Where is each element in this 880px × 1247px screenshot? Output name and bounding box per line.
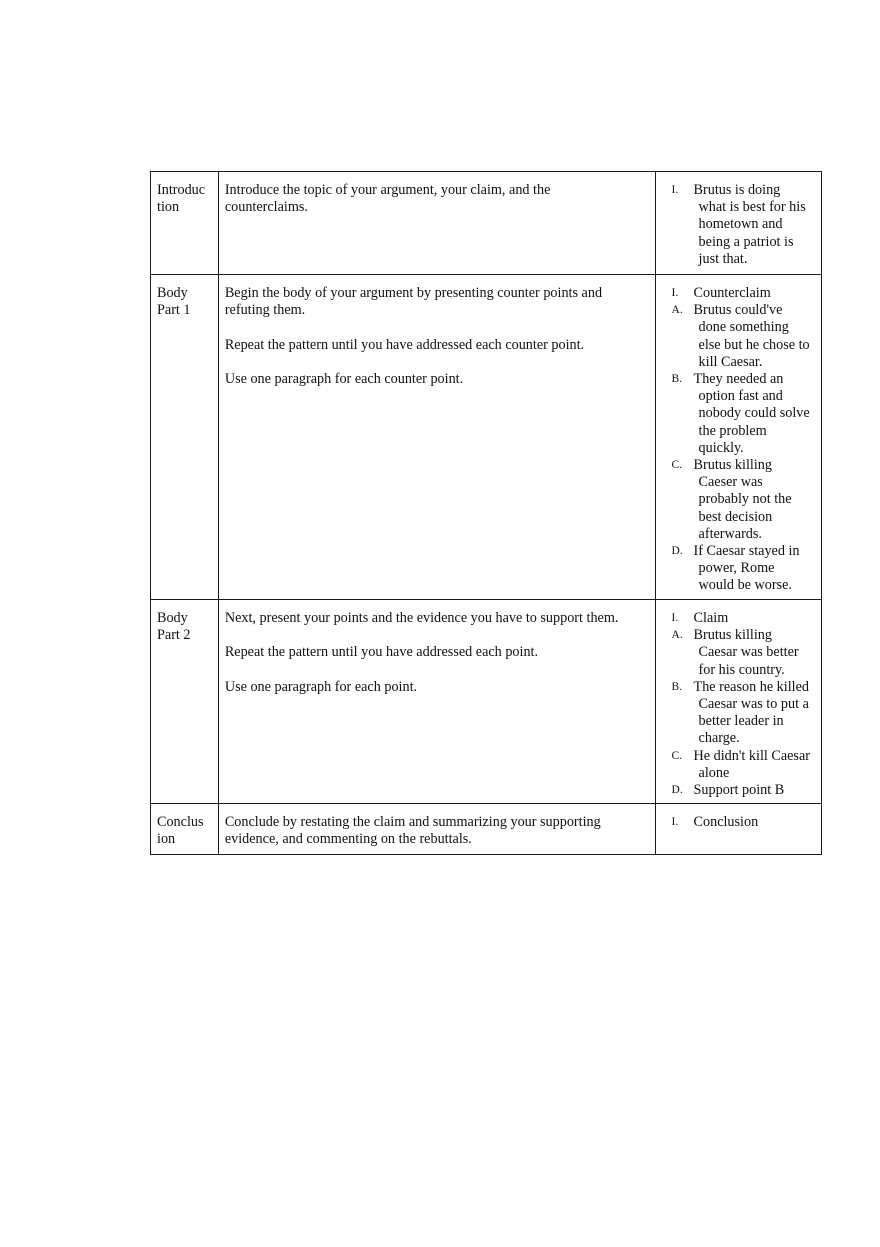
outline-item xyxy=(672,182,811,268)
outline-notes-cell xyxy=(655,804,821,855)
outline-list xyxy=(662,182,815,268)
instruction-paragraph: Introduce the topic of your argument, your claim, and the counterclaims. xyxy=(224,182,551,216)
outline-text: They needed an option fast and nobody could solve the problem quickly. xyxy=(693,371,810,456)
section-label: Body Part 2 xyxy=(157,610,191,644)
outline-item xyxy=(672,782,811,799)
instruction-paragraph: Use one paragraph for each counter point. xyxy=(224,370,464,387)
outline-marker: I. xyxy=(671,816,679,829)
outline-list xyxy=(662,610,815,799)
outline-list xyxy=(662,814,815,831)
outline-marker: I. xyxy=(671,287,679,299)
section-cell xyxy=(151,600,219,804)
instructions-cell xyxy=(218,600,655,804)
instruction-paragraph: Begin the body of your argument by presenting counter points and refuting them. xyxy=(224,285,603,319)
outline-text: Conclusion xyxy=(693,814,759,831)
section-cell xyxy=(151,804,219,855)
section-label: Body Part 1 xyxy=(157,285,191,319)
instructions-cell xyxy=(218,275,655,600)
instruction-paragraph: Repeat the pattern until you have addressed each point. xyxy=(224,644,539,661)
section-label: Introduc tion xyxy=(157,182,206,216)
outline-marker: B. xyxy=(671,373,683,386)
outline-marker: I. xyxy=(671,612,679,624)
outline-marker: C. xyxy=(671,749,683,762)
outline-table-body xyxy=(151,172,822,855)
outline-row-body-part-1 xyxy=(151,275,822,600)
outline-row-introduction xyxy=(151,172,822,275)
outline-marker: D. xyxy=(671,784,683,797)
outline-item xyxy=(672,543,811,595)
outline-marker: A. xyxy=(671,304,683,317)
outline-text: Claim xyxy=(693,610,729,626)
outline-notes-cell xyxy=(655,172,821,275)
outline-item xyxy=(672,679,811,748)
outline-item xyxy=(672,302,811,371)
instruction-paragraph: Repeat the pattern until you have addressed each counter point. xyxy=(224,336,585,353)
instruction-paragraph: Use one paragraph for each point. xyxy=(224,678,418,695)
outline-text: The reason he killed Caesar was to put a better leader in charge. xyxy=(693,678,809,747)
outline-marker: I. xyxy=(671,184,679,196)
instructions-cell xyxy=(218,804,655,855)
outline-notes-cell xyxy=(655,600,821,804)
outline-text: If Caesar stayed in power, Rome would be worse. xyxy=(693,543,800,594)
outline-text: Brutus is doing what is best for his hometown and being a patriot is just that. xyxy=(693,182,806,267)
section-cell xyxy=(151,275,219,600)
outline-notes-cell xyxy=(655,275,821,600)
outline-text: He didn't kill Caesar alone xyxy=(693,747,810,781)
outline-item xyxy=(672,748,811,782)
outline-text: Brutus could've done something else but he chose to kill Caesar. xyxy=(693,302,810,370)
outline-item xyxy=(672,371,811,457)
outline-marker: B. xyxy=(671,680,683,693)
outline-item xyxy=(672,610,811,627)
outline-text: Brutus killing Caesar was better for his country. xyxy=(693,627,799,678)
section-label: Conclus ion xyxy=(157,814,204,848)
outline-list xyxy=(662,285,815,595)
outline-row-body-part-2 xyxy=(151,600,822,804)
outline-text: Support point B xyxy=(693,782,785,799)
section-cell xyxy=(151,172,219,275)
outline-text: Counterclaim xyxy=(693,285,771,301)
outline-item xyxy=(672,627,811,679)
instruction-paragraph: Conclude by restating the claim and summarizing your supporting evidence, and commenting on the rebuttals. xyxy=(224,814,601,848)
outline-text: Brutus killing Caeser was probably not the best decision afterwards. xyxy=(693,457,792,542)
outline-row-conclusion xyxy=(151,804,822,855)
outline-item xyxy=(672,457,811,543)
instruction-paragraph: Next, present your points and the evidence you have to support them. xyxy=(224,610,619,626)
essay-outline-table xyxy=(150,171,822,855)
outline-item xyxy=(672,285,811,302)
outline-item xyxy=(672,814,811,831)
outline-marker: A. xyxy=(671,629,683,642)
instructions-cell xyxy=(218,172,655,275)
outline-marker: D. xyxy=(671,545,683,558)
outline-marker: C. xyxy=(671,459,683,472)
